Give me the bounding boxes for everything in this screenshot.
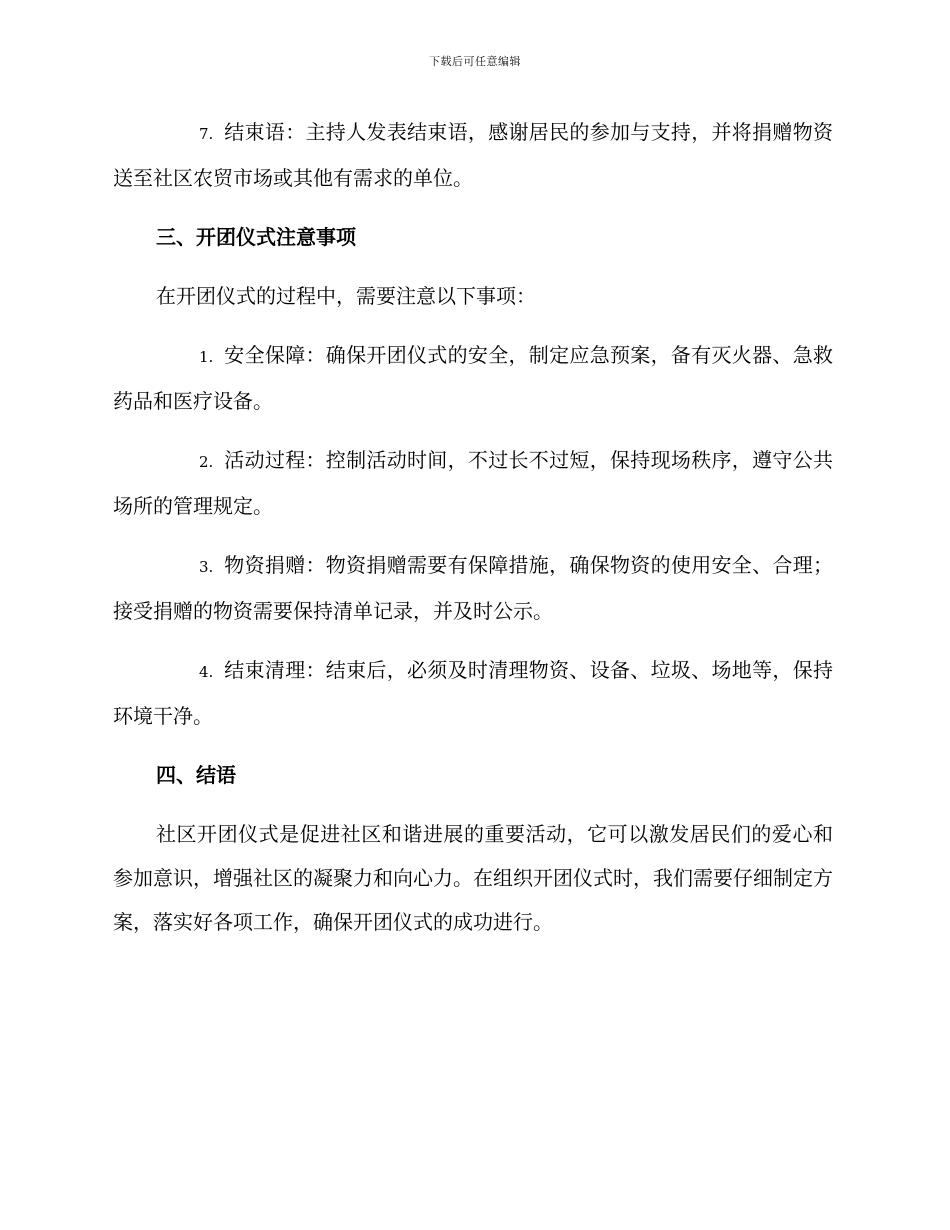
list-item-7 (113, 110, 833, 200)
document-body (113, 110, 833, 959)
section-4-body: 社区开团仪式是促进社区和谐进展的重要活动，它可以激发居民们的爱心和参加意识，增强社区的凝聚力和向心力。在组织开团仪式时，我们需要仔细制定方案，落实好各项工作，确保开团仪式的成功进行。 (113, 822, 833, 934)
page-header: 下载后可任意编辑 (429, 55, 521, 68)
list-item-3 (113, 543, 833, 633)
section-3-heading: 三、开团仪式注意事项 (156, 225, 356, 249)
list-item-number: 2. (199, 453, 214, 471)
list-item-text: 物资捐赠：物资捐赠需要有保障措施，确保物资的使用安全、合理；接受捐赠的物资需要保持清单记录，并及时公示。 (113, 553, 833, 623)
section-4-heading: 四、结语 (156, 763, 236, 787)
list-item-2 (113, 438, 833, 528)
section-3-intro: 在开团仪式的过程中，需要注意以下事项： (156, 284, 536, 308)
list-item-text: 安全保障：确保开团仪式的安全，制定应急预案，备有灭火器、急救药品和医疗设备。 (113, 343, 833, 413)
list-item-number: 1. (199, 348, 214, 366)
list-item-4 (113, 648, 833, 738)
list-item-text: 结束语：主持人发表结束语，感谢居民的参加与支持，并将捐赠物资送至社区农贸市场或其他有需求的单位。 (113, 120, 833, 190)
list-item-number: 4. (199, 663, 214, 681)
list-item-number: 3. (199, 558, 214, 576)
list-item-text: 活动过程：控制活动时间，不过长不过短，保持现场秩序，遵守公共场所的管理规定。 (113, 448, 833, 518)
list-item-1 (113, 333, 833, 423)
list-item-number: 7. (199, 125, 214, 143)
list-item-text: 结束清理：结束后，必须及时清理物资、设备、垃圾、场地等，保持环境干净。 (113, 658, 833, 728)
